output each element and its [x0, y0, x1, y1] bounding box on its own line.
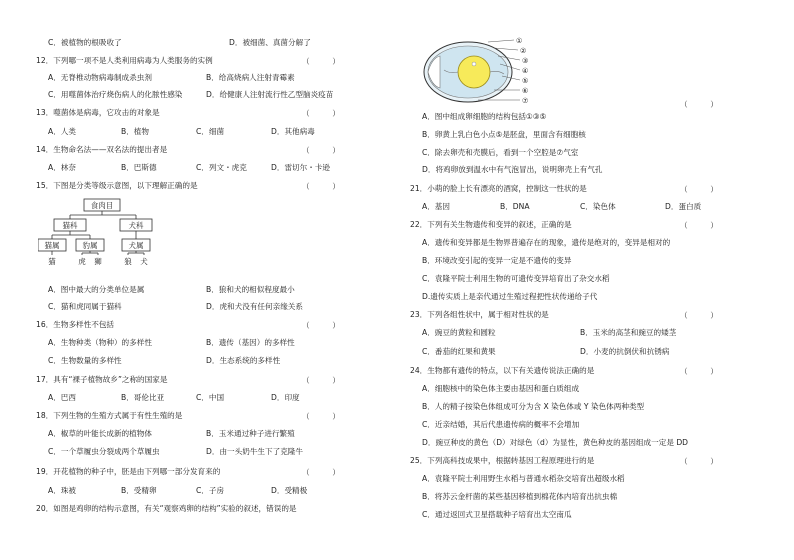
q23-stem: 23．下列各组性状中，属于相对性状的是	[410, 310, 549, 319]
q18-option-b: B．玉米通过种子进行繁殖	[206, 429, 295, 438]
q21-option-c: C．染色体	[580, 202, 616, 211]
q23-option-c: C．番茄的红果和黄果	[422, 347, 496, 356]
egg-label-3: ③	[522, 57, 529, 65]
q20-option-a: A．图中组成卵细胞的结构包括①③⑤	[422, 112, 547, 121]
q20-answer-paren[interactable]: （ ）	[680, 100, 718, 109]
q16-option-c: C．生物数量的多样性	[48, 356, 122, 365]
q18-option-d: D．由一头奶牛生下了克隆牛	[206, 447, 303, 456]
q19-option-a: A．珠被	[48, 486, 76, 495]
q20-option-d: D．将鸡卵放到温水中有气泡冒出，说明卵壳上有气孔	[422, 165, 603, 174]
q18-option-c: C．一个草履虫分裂成两个草履虫	[48, 447, 160, 456]
q24-answer-paren[interactable]: （ ）	[680, 367, 718, 376]
tree-species-wolf: 狼	[124, 257, 132, 266]
q17-option-c: C．中国	[196, 393, 225, 402]
q23-option-a: A．豌豆的黄粒和圆粒	[422, 328, 496, 337]
q16-option-a: A．生物种类（物种）的多样性	[48, 338, 152, 347]
q22-option-a: A．遗传和变异都是生物界普遍存在的现象，遗传是绝对的，变异是相对的	[422, 238, 671, 247]
q15-option-a: A．图中最大的分类单位是属	[48, 285, 145, 294]
q24-option-b: B．人的精子按染色体组成可分为含 X 染色体或 Y 染色体两种类型	[422, 402, 645, 411]
egg-label-2: ②	[520, 47, 527, 55]
q14-answer-paren[interactable]: （ ）	[302, 146, 340, 155]
q14-option-b: B．巴斯德	[121, 163, 157, 172]
q16-answer-paren[interactable]: （ ）	[302, 321, 340, 330]
tree-species-cat: 猫	[48, 257, 56, 266]
q15-option-c: C．猫和虎同属于猫科	[48, 302, 122, 311]
q22-option-c: C．袁隆平院士利用生物的可遗传变异培育出了杂交水稻	[422, 274, 610, 283]
chicken-egg-diagram	[418, 34, 538, 106]
classification-tree-diagram	[38, 197, 168, 269]
q21-answer-paren[interactable]: （ ）	[680, 185, 718, 194]
q18-answer-paren[interactable]: （ ）	[302, 412, 340, 421]
q17-option-b: B．哥伦比亚	[121, 393, 165, 402]
q13-stem: 13．噬菌体是病毒，它攻击的对象是	[36, 108, 160, 117]
q23-option-b: B．玉米的高茎和豌豆的矮茎	[580, 328, 677, 337]
q20-option-b: B．卵黄上乳白色小点⑤是胚盘，里面含有细胞核	[422, 130, 586, 139]
q15-option-d: D．虎和犬没有任何亲缘关系	[206, 302, 303, 311]
q25-option-b: B．将苏云金杆菌的某些基因移植到棉花体内培育出抗虫棉	[422, 492, 618, 501]
egg-label-4: ④	[522, 67, 529, 75]
q13-answer-paren[interactable]: （ ）	[302, 109, 340, 118]
q12-stem: 12．下列哪一项不是人类利用病毒为人类服务的实例	[36, 56, 213, 65]
tree-species-tiger: 虎	[78, 257, 86, 266]
q24-option-c: C．近亲结婚，其后代患遗传病的概率不会增加	[422, 420, 580, 429]
q12-option-b: B．给高烧病人注射青霉素	[206, 73, 295, 82]
egg-label-5: ⑤	[522, 77, 529, 85]
q24-stem: 24．生物都有遗传的特点，以下有关遗传说法正确的是	[410, 366, 595, 375]
q17-stem: 17．具有“裸子植物故乡”之称的国家是	[36, 375, 168, 384]
q22-answer-paren[interactable]: （ ）	[680, 221, 718, 230]
q12-answer-paren[interactable]: （ ）	[302, 57, 340, 66]
q16-stem: 16．生物多样性不包括	[36, 320, 115, 329]
q15-answer-paren[interactable]: （ ）	[302, 182, 340, 191]
q11-option-d: D．被细菌、真菌分解了	[229, 38, 311, 47]
q11-option-c: C．被植物的根吸收了	[48, 38, 122, 47]
tree-genus-felis: 猫属	[44, 241, 60, 250]
q17-option-a: A．巴西	[48, 393, 76, 402]
q25-answer-paren[interactable]: （ ）	[680, 457, 718, 466]
tree-species-dog: 犬	[140, 257, 148, 266]
q21-stem: 21．小萌的脸上长有漂亮的酒窝，控制这一性状的是	[410, 184, 587, 193]
q17-option-d: D．印度	[271, 393, 300, 402]
egg-label-7: ⑦	[522, 97, 529, 105]
q16-option-b: B．遗传（基因）的多样性	[206, 338, 295, 347]
q13-option-c: C．细菌	[196, 127, 225, 136]
q23-option-d: D．小麦的抗倒伏和抗锈病	[580, 347, 670, 356]
q20-stem: 20．如图是鸡卵的结构示意图，有关“观察鸡卵的结构”实验的叙述，错误的是	[36, 504, 297, 513]
q19-option-c: C．子房	[196, 486, 225, 495]
q15-option-b: B．狼和犬的相似程度最小	[206, 285, 295, 294]
tree-order-label: 食肉目	[90, 201, 114, 210]
q21-option-b: B．DNA	[500, 202, 530, 211]
q13-option-d: D．其他病毒	[271, 127, 315, 136]
q14-stem: 14．生物命名法——双名法的提出者是	[36, 145, 168, 154]
tree-family-cat: 猫科	[62, 221, 78, 230]
tree-species-lion: 狮	[94, 257, 102, 266]
egg-label-1: ①	[516, 37, 523, 45]
q18-stem: 18．下列生物的生殖方式属于有性生殖的是	[36, 411, 183, 420]
q19-stem: 19．开花植物的种子中，胚是由下列哪一部分发育来的	[36, 467, 221, 476]
q19-answer-paren[interactable]: （ ）	[302, 468, 340, 477]
q24-option-d: D．豌豆种皮的黄色（D）对绿色（d）为显性，黄色种皮的基因组成一定是 DD	[422, 438, 689, 447]
q17-answer-paren[interactable]: （ ）	[302, 376, 340, 385]
q19-option-d: D．受精极	[271, 486, 308, 495]
q25-option-a: A．袁隆平院士利用野生水稻与普通水稻杂交培育出超级水稻	[422, 474, 625, 483]
q14-option-d: D．雷切尔・卡逊	[271, 163, 331, 172]
q25-stem: 25．下列高科技成果中，根据转基因工程原理进行的是	[410, 456, 595, 465]
tree-genus-canis: 犬属	[128, 241, 144, 250]
tree-genus-panthera: 豹属	[82, 241, 98, 250]
q15-stem: 15．下图是分类等级示意图，以下理解正确的是	[36, 181, 198, 190]
q21-option-a: A．基因	[422, 202, 450, 211]
q12-option-c: C．用噬菌体治疗烧伤病人的化脓性感染	[48, 90, 183, 99]
q22-option-d: D.遗传实质上是亲代通过生殖过程把性状传递给子代	[422, 292, 598, 301]
tree-family-dog: 犬科	[128, 221, 144, 230]
q12-option-d: D．给健康人注射流行性乙型脑炎疫苗	[206, 90, 334, 99]
q23-answer-paren[interactable]: （ ）	[680, 311, 718, 320]
q18-option-a: A．椒草的叶能长成新的植物体	[48, 429, 152, 438]
q19-option-b: B．受精卵	[121, 486, 157, 495]
q21-option-d: D．蛋白质	[665, 202, 702, 211]
q14-option-c: C．列文・虎克	[196, 163, 247, 172]
q22-stem: 22．下列有关生物遗传和变异的叙述，正确的是	[410, 220, 572, 229]
q13-option-b: B．植物	[121, 127, 149, 136]
q24-option-a: A．细胞核中的染色体主要由基因和蛋白质组成	[422, 384, 580, 393]
q20-option-c: C．除去卵壳和壳膜后，看到一个空腔是⑦气室	[422, 148, 579, 157]
q12-option-a: A．无脊椎动物病毒制成杀虫剂	[48, 73, 152, 82]
q14-option-a: A．林奈	[48, 163, 76, 172]
q25-option-c: C．通过返回式卫星搭载种子培育出太空南瓜	[422, 510, 572, 519]
q22-option-b: B．环境改变引起的变异一定是不遗传的变异	[422, 256, 572, 265]
q16-option-d: D．生态系统的多样性	[206, 356, 281, 365]
egg-label-6: ⑥	[522, 87, 529, 95]
q13-option-a: A．人类	[48, 127, 76, 136]
